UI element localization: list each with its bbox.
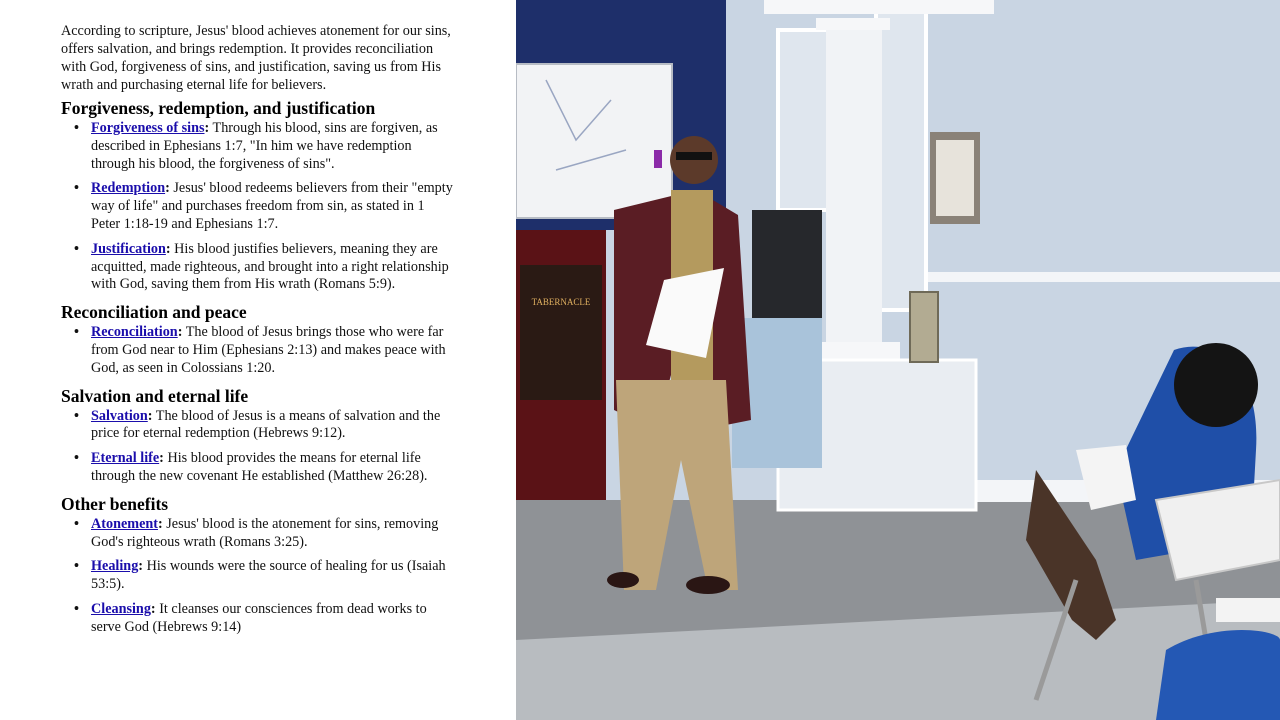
bullet-icon: •	[74, 600, 79, 617]
room-scene	[516, 0, 1280, 720]
term-link[interactable]: Cleansing	[91, 600, 151, 617]
list-item: • Cleansing: It cleanses our consciences from dead works to serve God (Hebrews 9:14)	[74, 600, 427, 635]
whiteboard	[516, 64, 672, 218]
list-item: • Healing: His wounds were the source of healing for us (Isaiah 53:5).	[74, 558, 446, 593]
bullet-icon: •	[74, 180, 79, 197]
marker-icon	[654, 150, 662, 168]
list-item: • Reconciliation: The blood of Jesus brings those who were far from God near to Him (Ephesians 2:13) and makes peace with God, as seen in Colossians 1:20.	[74, 324, 446, 376]
section-list	[61, 408, 516, 486]
list-item: • Atonement: Jesus' blood is the atonement for sins, removing God's righteous wrath (Romans 3:25).	[74, 515, 439, 550]
article-panel	[0, 0, 516, 720]
wall-frame-inner	[936, 140, 974, 216]
glasses-icon	[676, 152, 712, 160]
section-heading: Other benefits	[61, 493, 169, 514]
bullet-icon: •	[74, 515, 79, 532]
bullet-icon: •	[74, 240, 79, 257]
column-top	[816, 18, 890, 30]
item-text: It cleanses our consciences from dead works to serve God (Hebrews 9:14)	[91, 600, 427, 635]
section-heading: Salvation and eternal life	[61, 385, 249, 406]
list-item: • Salvation: The blood of Jesus is a means of salvation and the price for eternal redemption (Hebrews 9:12).	[74, 407, 441, 442]
section-heading: Reconciliation and peace	[61, 302, 247, 323]
column-shaft	[826, 30, 882, 350]
item-text: Through his blood, sins are forgiven, as described in Ephesians 1:7, "In him we have redemption through his blood, the forgiveness of sins".	[91, 120, 438, 172]
bullet-icon: •	[74, 450, 79, 467]
second-person-paper	[1216, 598, 1280, 622]
list-item: • Justification: His blood justifies believers, meaning they are acquitted, made righteous, and brought into a right relationship with God, saving them from His wrath (Romans 5:9).	[74, 240, 449, 293]
chair-rail	[920, 272, 1280, 282]
banner-text: TABERNACLE	[531, 297, 591, 307]
speaker-box	[752, 210, 822, 318]
left-shoe	[607, 572, 639, 588]
bullet-icon: •	[74, 324, 79, 341]
intro-paragraph: According to scripture, Jesus' blood achieves atonement for our sins, offers salvation, and brings redemption. It provides reconciliation with God, forgiveness of sins, and justification, saving us from His wrath and purchasing eternal life for believers.	[61, 23, 451, 93]
item-text: Jesus' blood is the atonement for sins, removing God's righteous wrath (Romans 3:25).	[91, 515, 439, 550]
item-text: His blood justifies believers, meaning they are acquitted, made righteous, and brought into a right relationship with God, saving them from His wrath (Romans 5:9).	[91, 240, 449, 293]
section-heading: Forgiveness, redemption, and justification	[61, 98, 376, 118]
item-text: The blood of Jesus is a means of salvation and the price for eternal redemption (Hebrews 9:12).	[91, 407, 441, 442]
right-shoe	[686, 576, 730, 594]
term-link[interactable]: Reconciliation	[91, 324, 178, 341]
item-text: His wounds were the source of healing for us (Isaiah 53:5).	[91, 558, 446, 593]
lantern	[910, 292, 938, 362]
term-link[interactable]: Salvation	[91, 407, 148, 424]
list-item: • Forgiveness of sins: Through his blood, sins are forgiven, as described in Ephesians 1:7, "In him we have redemption through his blood, the forgiveness of sins".	[74, 120, 438, 172]
list-item: • Eternal life: His blood provides the means for eternal life through the new covenant He established (Matthew 26:28).	[74, 450, 428, 484]
section-list	[61, 324, 516, 377]
video-frame	[516, 0, 1280, 720]
item-text: The blood of Jesus brings those who were far from God near to Him (Ephesians 2:13) and makes peace with God, as seen in Colossians 1:20.	[91, 324, 446, 376]
term-link[interactable]: Forgiveness of sins	[91, 120, 205, 136]
bullet-icon: •	[74, 558, 79, 575]
term-link[interactable]: Redemption	[91, 180, 166, 197]
item-text: His blood provides the means for eternal life through the new covenant He established (Matthew 26:28).	[91, 450, 428, 484]
term-link[interactable]: Eternal life	[91, 450, 160, 467]
window	[876, 10, 926, 310]
term-link[interactable]: Atonement	[91, 515, 158, 532]
section-list	[61, 516, 516, 637]
section-list	[61, 120, 516, 294]
bullet-icon: •	[74, 120, 79, 136]
list-item: • Redemption: Jesus' blood redeems believers from their "empty way of life" and purchases freedom from sin, as stated in 1 Peter 1:18-19 and Ephesians 1:7.	[74, 180, 453, 232]
term-link[interactable]: Justification	[91, 240, 166, 257]
bullet-icon: •	[74, 407, 79, 424]
column-capital	[764, 0, 994, 14]
term-link[interactable]: Healing	[91, 558, 139, 575]
item-text: Jesus' blood redeems believers from their "empty way of life" and purchases freedom from sin, as stated in 1 Peter 1:18-19 and Ephesians 1:7.	[91, 180, 453, 232]
seated-person-hair	[1174, 343, 1258, 427]
church-banner	[520, 265, 602, 400]
